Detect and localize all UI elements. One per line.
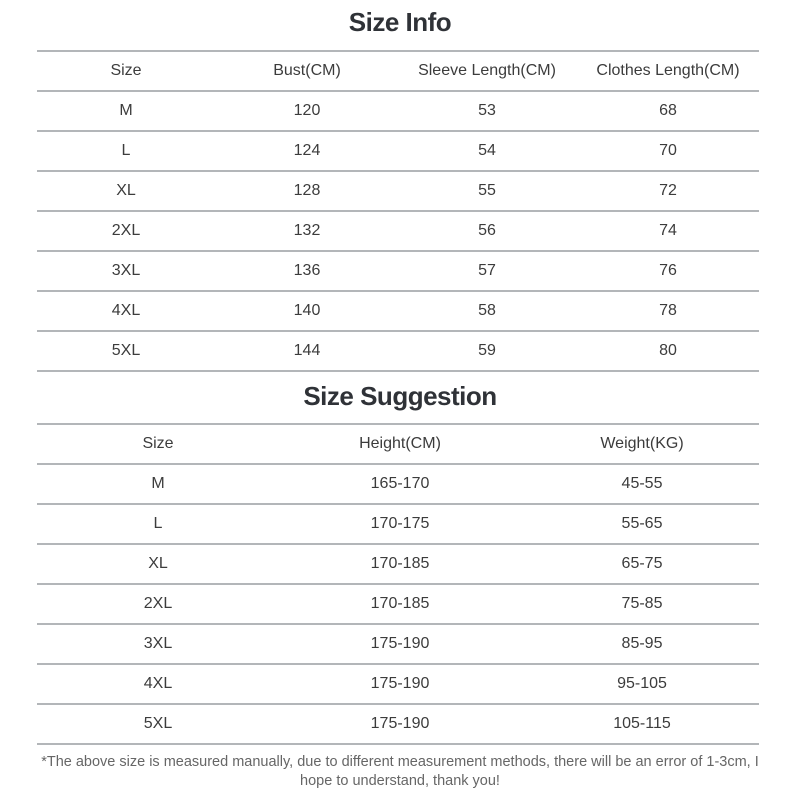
column-header: Size xyxy=(110,62,142,79)
table-cell: 59 xyxy=(478,342,496,359)
table-row xyxy=(37,585,759,625)
column-header: Bust(CM) xyxy=(273,62,341,79)
table-cell: 45-55 xyxy=(621,475,663,492)
footnote: *The above size is measured manually, due to different measurement methods, there will be an error of 1-3cm, I hope to understand, thank you! xyxy=(41,754,759,789)
table-cell: 3XL xyxy=(143,635,173,652)
table-cell: 80 xyxy=(659,342,677,359)
table-cell: 4XL xyxy=(111,302,141,319)
column-header: Clothes Length(CM) xyxy=(596,62,740,79)
table-cell: 124 xyxy=(293,142,321,159)
table-row xyxy=(37,465,759,505)
table-cell: 170-185 xyxy=(370,555,430,572)
table-cell: 128 xyxy=(293,182,321,199)
table-cell: L xyxy=(153,515,163,532)
table-cell: 58 xyxy=(478,302,496,319)
column-header: Weight(KG) xyxy=(600,435,684,452)
table-cell: 2XL xyxy=(143,595,173,612)
table-cell: 72 xyxy=(659,182,677,199)
size-suggestion-table xyxy=(37,423,759,745)
table-cell: 68 xyxy=(659,102,677,119)
table-cell: 175-190 xyxy=(370,635,430,652)
column-header: Sleeve Length(CM) xyxy=(418,62,556,79)
table-cell: 75-85 xyxy=(621,595,663,612)
table-row xyxy=(37,705,759,745)
table-cell: 120 xyxy=(293,102,321,119)
size-info-table xyxy=(37,50,759,372)
column-header: Size xyxy=(142,435,174,452)
table-row xyxy=(37,505,759,545)
table-cell: 55-65 xyxy=(621,515,663,532)
table-cell: 170-185 xyxy=(370,595,430,612)
size-info-title: Size Info xyxy=(348,7,452,37)
table-cell: 57 xyxy=(478,262,496,279)
table-cell: 55 xyxy=(478,182,496,199)
table-cell: 132 xyxy=(293,222,321,239)
table-cell: 54 xyxy=(478,142,496,159)
table-cell: 105-115 xyxy=(613,715,671,732)
table-cell: XL xyxy=(148,555,168,572)
table-cell: 5XL xyxy=(111,342,141,359)
table-cell: 74 xyxy=(659,222,677,239)
table-cell: M xyxy=(151,475,165,492)
table-cell: 95-105 xyxy=(617,675,667,692)
column-header: Height(CM) xyxy=(359,435,441,452)
table-row xyxy=(37,172,759,212)
table-cell: 170-175 xyxy=(370,515,430,532)
table-cell: 136 xyxy=(293,262,321,279)
table-cell: 78 xyxy=(659,302,677,319)
table-cell: 5XL xyxy=(143,715,173,732)
table-row xyxy=(37,545,759,585)
table-row xyxy=(37,665,759,705)
table-cell: 175-190 xyxy=(370,715,430,732)
table-row xyxy=(37,332,759,372)
table-cell: 144 xyxy=(293,342,321,359)
table-row xyxy=(37,252,759,292)
header-row xyxy=(37,425,759,465)
table-cell: 3XL xyxy=(111,262,141,279)
table-cell: 70 xyxy=(659,142,677,159)
table-cell: 2XL xyxy=(111,222,141,239)
table-cell: 140 xyxy=(293,302,321,319)
table-cell: 65-75 xyxy=(621,555,663,572)
table-cell: L xyxy=(121,142,131,159)
table-row xyxy=(37,625,759,665)
table-cell: 56 xyxy=(478,222,496,239)
table-cell: 175-190 xyxy=(370,675,430,692)
size-suggestion-title: Size Suggestion xyxy=(303,381,497,411)
table-cell: 53 xyxy=(478,102,496,119)
table-cell: 165-170 xyxy=(370,475,430,492)
table-row xyxy=(37,292,759,332)
table-row xyxy=(37,92,759,132)
table-cell: M xyxy=(119,102,133,119)
table-cell: 4XL xyxy=(143,675,173,692)
table-cell: 85-95 xyxy=(621,635,663,652)
header-row xyxy=(37,52,759,92)
table-cell: XL xyxy=(116,182,136,199)
table-cell: 76 xyxy=(659,262,677,279)
table-row xyxy=(37,132,759,172)
table-row xyxy=(37,212,759,252)
